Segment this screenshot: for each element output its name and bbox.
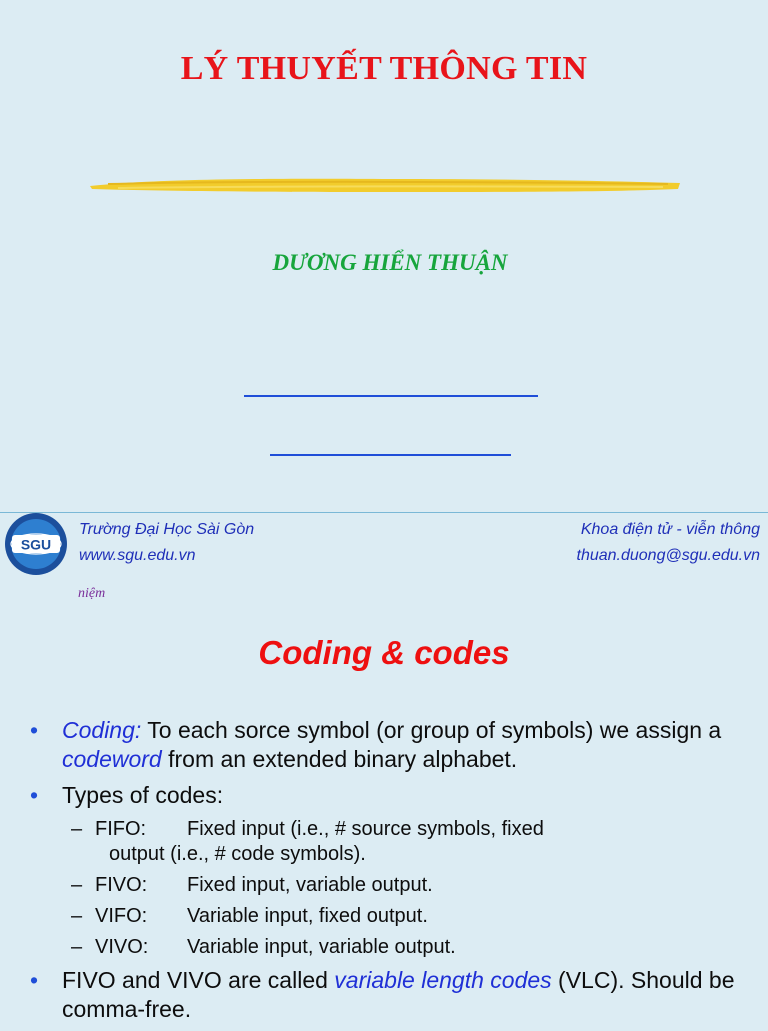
code-description-continued: output (i.e., # code symbols). bbox=[109, 843, 366, 865]
yellow-brush-stroke bbox=[88, 170, 682, 200]
author-email[interactable]: thuan.duong@sgu.edu.vn bbox=[576, 547, 760, 564]
code-description: Fixed input (i.e., # source symbols, fixed bbox=[187, 818, 544, 840]
sgu-logo-icon bbox=[2, 511, 72, 577]
footer-department bbox=[577, 517, 761, 569]
dash-icon: – bbox=[71, 874, 83, 896]
bullet-icon: • bbox=[30, 782, 39, 808]
code-description: Variable input, fixed output. bbox=[187, 905, 428, 927]
code-type: VIVO: bbox=[95, 936, 149, 958]
term-codeword: codeword bbox=[62, 746, 162, 772]
list-item bbox=[71, 904, 760, 929]
blank-line bbox=[244, 395, 538, 397]
term-vlc: variable length codes bbox=[334, 967, 552, 993]
list-item bbox=[71, 935, 760, 960]
code-type: VIFO: bbox=[95, 905, 148, 927]
bullet-icon: • bbox=[30, 717, 39, 743]
bullet-text: (VLC). Should be comma-free. bbox=[62, 967, 735, 1022]
dash-icon: – bbox=[71, 936, 83, 958]
bullet-text: FIVO and VIVO are called bbox=[62, 967, 335, 993]
bullet-types bbox=[30, 781, 760, 810]
code-type: FIVO: bbox=[95, 874, 148, 896]
bullet-text: To each sorce symbol (or group of symbols) we assign a bbox=[141, 717, 722, 743]
department-name: Khoa điện tử - viễn thông bbox=[580, 521, 760, 538]
list-item bbox=[71, 873, 760, 898]
stray-text: niệm bbox=[78, 586, 106, 601]
term-coding: Coding: bbox=[62, 717, 142, 743]
slide-title: LÝ THUYẾT THÔNG TIN bbox=[180, 50, 588, 87]
code-description: Fixed input, variable output. bbox=[187, 874, 433, 896]
bullet-icon: • bbox=[30, 967, 39, 993]
blank-line bbox=[270, 454, 511, 456]
slide-content bbox=[30, 716, 760, 1031]
footer-university bbox=[79, 517, 254, 569]
author-name: DƯƠNG HIỂN THUẬN bbox=[272, 250, 508, 275]
code-types-list bbox=[30, 817, 760, 960]
code-type: FIFO: bbox=[95, 818, 147, 840]
svg-text:SGU: SGU bbox=[20, 536, 52, 553]
footer-divider bbox=[0, 512, 768, 513]
list-item bbox=[71, 817, 760, 867]
bullet-coding bbox=[30, 716, 760, 774]
dash-icon: – bbox=[71, 818, 83, 840]
university-name: Trường Đại Học Sài Gòn bbox=[79, 521, 255, 538]
bullet-text: Types of codes: bbox=[62, 782, 224, 808]
bullet-text: from an extended binary alphabet. bbox=[161, 746, 518, 772]
dash-icon: – bbox=[71, 905, 83, 927]
slide-title: Coding & codes bbox=[258, 634, 510, 671]
university-website[interactable]: www.sgu.edu.vn bbox=[79, 547, 196, 564]
code-description: Variable input, variable output. bbox=[187, 936, 456, 958]
bullet-vlc bbox=[30, 966, 760, 1024]
